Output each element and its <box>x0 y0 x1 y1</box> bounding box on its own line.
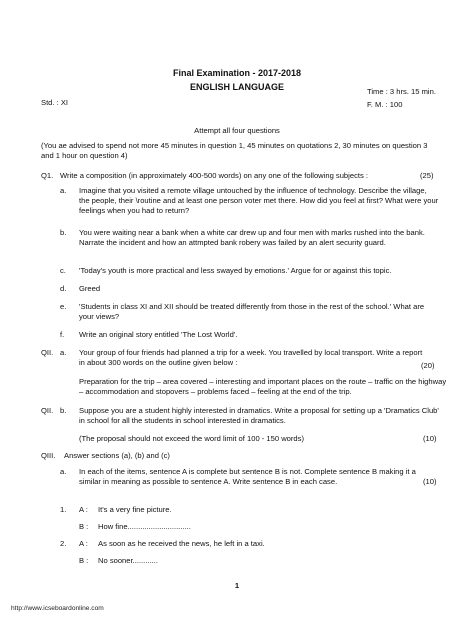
q1-option-label: c. <box>60 266 66 275</box>
q3-item-a-text: It's a very fine picture. <box>98 505 172 514</box>
q3-item-number: 1. <box>60 505 67 514</box>
q1-option-text: Imagine that you visited a remote village untouched by the influence of technology. Describe the village, the people, their \routine and at least one person voter met there. How did you feel at first? What were your feelings when you had to return? <box>79 186 439 216</box>
q2a-sub-label: a. <box>60 348 67 357</box>
attempt-instruction: Attempt all four questions <box>194 126 280 135</box>
std-label: Std. : XI <box>41 98 69 107</box>
q1-marks: (25) <box>420 171 434 180</box>
full-marks-label: F. M. : 100 <box>367 100 403 109</box>
time-advice: (You ae advised to spend not more 45 minutes in question 1, 45 minutes on quotations 2, 30 minutes on question 3 and 1 hour on question 4) <box>41 141 428 161</box>
q3-item-b-label: B : <box>79 556 89 565</box>
q1-option-text: 'Students in class XI and XII should be treated differently from those in the rest of the school.' What are your views? <box>79 302 425 322</box>
page-number: 1 <box>234 581 240 590</box>
source-url[interactable]: http://www.icseboardonline.com <box>11 605 104 612</box>
q3-item-b-text: No sooner............ <box>98 556 158 565</box>
q2b-label: QII. <box>41 406 54 415</box>
q2a-label: QII. <box>41 348 54 357</box>
q1-option-text: You were waiting near a bank when a white car drew up and four men with marks rushed into the bank. Narrate the incident and how an attmpted bank robery was failed by an alert security guard. <box>79 228 425 248</box>
q2b-marks: (10) <box>423 434 437 443</box>
q2a-text: Your group of four friends had planned a trip for a week. You travelled by local transport. Write a report in about 300 words on the outline given below : <box>79 348 423 368</box>
exam-title: Final Examination - 2017-2018 <box>172 68 302 78</box>
subject-title: ENGLISH LANGUAGE <box>189 82 284 92</box>
q2a-outline: Preparation for the trip – area covered – interesting and important places on the route – traffic on the highway – accommodation and stopovers – problems faced – feeling at the end of the trip. <box>79 377 447 397</box>
q1-option-label: d. <box>60 284 67 293</box>
q3-sub-label: a. <box>60 467 67 476</box>
q1-option-label: b. <box>60 228 67 237</box>
q2b-text: Suppose you are a student highly interested in dramatics. Write a proposal for setting up a 'Dramatics Club' in school for all the students in school interested in dramatics. <box>79 406 439 426</box>
q3-item-b-label: B : <box>79 522 89 531</box>
q3-item-a-label: A : <box>79 505 88 514</box>
q3-item-a-text: As soon as he received the news, he left in a taxi. <box>98 539 265 548</box>
q3-item-a-label: A : <box>79 539 88 548</box>
q1-option-label: a. <box>60 186 67 195</box>
q2b-note: (The proposal should not exceed the word limit of 100 - 150 words) <box>79 434 304 443</box>
q3-label: QIII. <box>41 451 56 460</box>
q3-marks: (10) <box>423 477 437 486</box>
q2b-sub-label: b. <box>60 406 67 415</box>
q3-item-b-text: How fine.............................. <box>98 522 191 531</box>
q1-option-text: Write an original story entitled 'The Lost World'. <box>79 330 238 339</box>
q3-instruction: In each of the items, sentence A is complete but sentence B is not. Complete sentence B making it a similar in meaning as possible to sentence A. Write sentence B in each case. <box>79 467 416 487</box>
q2a-marks: (20) <box>421 361 435 370</box>
q1-option-label: e. <box>60 302 67 311</box>
q1-option-label: f. <box>60 330 65 339</box>
q3-item-number: 2. <box>60 539 67 548</box>
q1-option-text: 'Today's youth is more practical and less swayed by emotions.' Argue for or against this topic. <box>79 266 392 275</box>
q1-label: Q1. <box>41 171 54 180</box>
q1-option-text: Greed <box>79 284 101 293</box>
q1-text: Write a composition (in approximately 400-500 words) on any one of the following subjects : <box>60 171 368 180</box>
q3-text: Answer sections (a), (b) and (c) <box>64 451 170 460</box>
time-label: Time : 3 hrs. 15 min. <box>367 87 436 96</box>
